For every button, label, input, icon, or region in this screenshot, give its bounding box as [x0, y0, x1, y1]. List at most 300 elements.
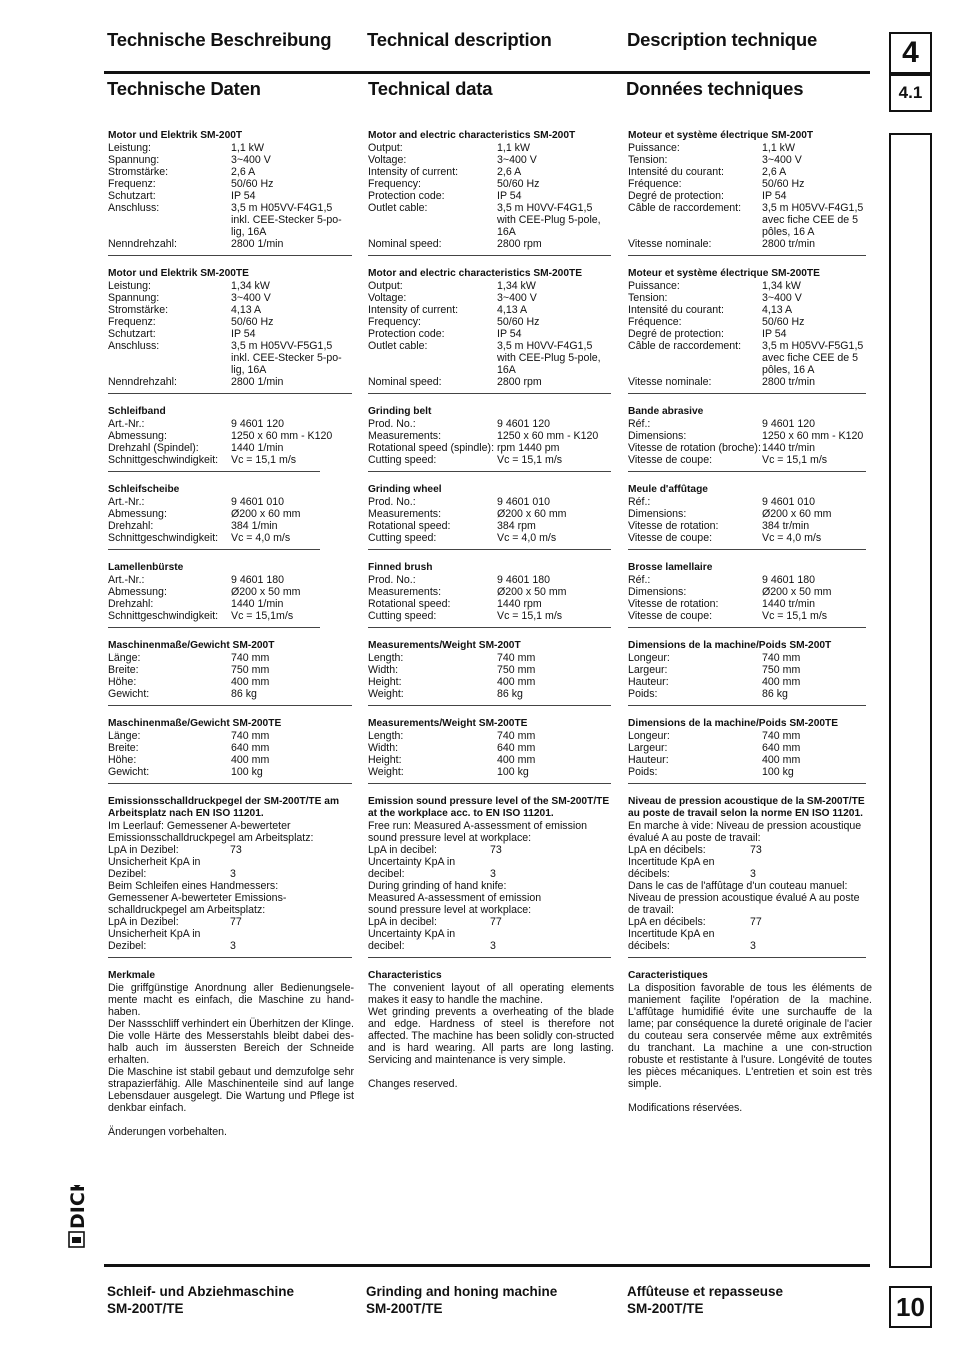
- spec-label: Poids:: [628, 688, 658, 700]
- paragraph: Wet grinding prevents a overheating of the blade and edge. Hardness of steel is therefore not affected. The machine has been solidly con-structed and is hard wearing. All parts are long lasting. Servicing and maintenance is very simple.: [368, 1006, 614, 1066]
- spec-row: [628, 730, 872, 742]
- section-divider: [108, 705, 352, 706]
- noise-label: Unsicherheit KpA in: [108, 928, 201, 940]
- section-divider: [368, 705, 611, 706]
- spec-value: 1440 tr/min: [762, 598, 815, 610]
- spec-label: Hauteur:: [628, 754, 669, 766]
- spec-value: 3~400 V: [497, 292, 537, 304]
- spec-value: 2800 rpm: [497, 376, 542, 388]
- noise-line: [368, 940, 614, 952]
- spec-row: [108, 190, 354, 202]
- spec-row: [368, 688, 614, 700]
- spec-label: Schutzart:: [108, 328, 156, 340]
- chapter-number: 4: [902, 36, 919, 69]
- spec-value: 86 kg: [231, 688, 257, 700]
- noise-label: Incertitude KpA en: [628, 856, 715, 868]
- spec-value: 384 1/min: [231, 520, 278, 532]
- spec-label: Spannung:: [108, 154, 160, 166]
- spec-row: [368, 340, 614, 376]
- spec-label: Réf.:: [628, 418, 651, 430]
- spec-row: [628, 418, 872, 430]
- footer-rule: [104, 1264, 870, 1267]
- spec-label: Tension:: [628, 292, 668, 304]
- spec-value: 640 mm: [497, 742, 536, 754]
- spec-row: [628, 442, 872, 454]
- spec-value: 384 rpm: [497, 520, 536, 532]
- spec-value: 400 mm: [762, 676, 801, 688]
- spec-label: Height:: [368, 754, 402, 766]
- spec-label: Cutting speed:: [368, 454, 437, 466]
- noise-label: de travail:: [628, 904, 674, 916]
- spec-row: [628, 652, 872, 664]
- spec-label: Longeur:: [628, 652, 670, 664]
- spec-label: Dimensions:: [628, 508, 687, 520]
- paragraph: Die Maschine ist stabil gebaut und demzufolge sehr strapazierfähig. Alle Maschinenteile sind auf lange Lebensdauer ausgelegt. Die Wartung und Pflege ist denkbar einfach.: [108, 1066, 354, 1114]
- spec-label: Largeur:: [628, 742, 668, 754]
- spec-value: 9 4601 120: [231, 418, 285, 430]
- spec-row: [368, 178, 614, 190]
- noise-line: [108, 868, 354, 880]
- header-title-fr: Description technique: [627, 29, 818, 50]
- spec-label: Nominal speed:: [368, 238, 442, 250]
- spec-row: [108, 292, 354, 304]
- spec-label: Vitesse de rotation:: [628, 520, 719, 532]
- spec-value: Ø200 x 60 mm: [497, 508, 567, 520]
- noise-value: 3: [750, 868, 756, 880]
- section-tab: [889, 74, 932, 112]
- spec-label: Frequency:: [368, 316, 421, 328]
- spec-value: 740 mm: [231, 730, 270, 742]
- spec-label: Schnittgeschwindigkeit:: [108, 610, 219, 622]
- noise-label: schalldruckpegel am Arbeitsplatz:: [108, 904, 266, 916]
- spec-value: 1440 1/min: [231, 598, 284, 610]
- spec-label: Fréquence:: [628, 316, 682, 328]
- spec-label: Puissance:: [628, 280, 680, 292]
- spec-row: [108, 178, 354, 190]
- spec-value: 1,1 kW: [231, 142, 264, 154]
- noise-label: decibel:: [368, 940, 405, 952]
- noise-line: [628, 856, 872, 868]
- spec-value: 3,5 m H05VV-F5G1,5 inkl. CEE-Stecker 5-po-lig, 16A: [231, 340, 342, 376]
- spec-label: Leistung:: [108, 280, 151, 292]
- section-title: Bande abrasive: [628, 406, 704, 417]
- spec-row: [628, 430, 872, 442]
- footer-de-line2: SM-200T/TE: [107, 1301, 184, 1316]
- spec-label: Art.-Nr.:: [108, 418, 145, 430]
- spec-value: 640 mm: [762, 742, 801, 754]
- noise-line: [108, 892, 354, 904]
- spec-row: [368, 418, 614, 430]
- spec-value: IP 54: [231, 190, 256, 202]
- section-divider: [628, 957, 866, 958]
- spec-row: [368, 652, 614, 664]
- noise-label: Free run: Measured A-assessment of emission: [368, 820, 588, 832]
- spec-label: Outlet cable:: [368, 202, 428, 214]
- spec-label: Cutting speed:: [368, 532, 437, 544]
- spec-row: [108, 508, 354, 520]
- noise-label: Incertitude KpA en: [628, 928, 715, 940]
- noise-label: Uncertainty KpA in: [368, 856, 456, 868]
- paragraph: Die griffgünstige Anordnung aller Bedienungsele-mente macht es einfach, die Maschine zu hand-haben.: [108, 982, 354, 1018]
- section-title: Caracteristiques: [628, 970, 708, 981]
- spec-label: Intensité du courant:: [628, 166, 724, 178]
- spec-row: [108, 430, 354, 442]
- spec-row: [108, 166, 354, 178]
- note-text: Änderungen vorbehalten.: [108, 1126, 227, 1138]
- section-dims1: [628, 640, 872, 700]
- spec-label: Frequency:: [368, 178, 421, 190]
- spec-value: IP 54: [497, 190, 522, 202]
- spec-value: Ø200 x 60 mm: [762, 508, 832, 520]
- spec-row: [108, 688, 354, 700]
- noise-label: decibel:: [368, 868, 405, 880]
- spec-row: [628, 316, 872, 328]
- section-belt: [108, 406, 354, 466]
- chapter-tab: [889, 32, 932, 74]
- column-german: [108, 130, 354, 1138]
- spec-label: Prod. No.:: [368, 418, 416, 430]
- noise-line: [108, 820, 354, 832]
- column-french: [628, 130, 872, 1114]
- spec-label: Schnittgeschwindigkeit:: [108, 454, 219, 466]
- noise-line: [628, 928, 872, 940]
- section-title: Grinding wheel: [368, 484, 442, 495]
- noise-line: [108, 880, 354, 892]
- footer-de-line1: Schleif- und Abziehmaschine: [107, 1284, 295, 1299]
- spec-row: [108, 316, 354, 328]
- noise-line: [628, 880, 872, 892]
- spec-row: [628, 166, 872, 178]
- spec-label: Drehzahl:: [108, 598, 154, 610]
- noise-label: Dans le cas de l'affûtage d'un couteau manuel:: [628, 880, 848, 892]
- spec-label: Vitesse de rotation (broche):: [628, 442, 761, 454]
- section-divider: [368, 393, 611, 394]
- spec-label: Dimensions:: [628, 586, 687, 598]
- spec-row: [628, 178, 872, 190]
- spec-row: [628, 742, 872, 754]
- note-text: Changes reserved.: [368, 1078, 458, 1090]
- spec-value: 740 mm: [762, 652, 801, 664]
- spec-label: Hauteur:: [628, 676, 669, 688]
- spec-value: Vc = 15,1 m/s: [762, 454, 828, 466]
- header-title-de: Technische Beschreibung: [107, 29, 332, 50]
- spec-value: rpm 1440 pm: [497, 442, 560, 454]
- spec-label: Largeur:: [628, 664, 668, 676]
- paragraph: La disposition favorable de tous les éléments de maniement façilite l'opération de la machine. L'affûtage humidifié évite une surchauffe de la lame; par conséquence la dureté originale de l'acier du couteau sera conservée même aux extrêmités du tranchant. La machine a une con-struction robuste et restistante à l'usure. Longévité de toutes les pièces mécaniques. L'entretien et soin est très simple.: [628, 982, 872, 1090]
- noise-label: LpA en décibels:: [628, 916, 706, 928]
- spec-row: [108, 574, 354, 586]
- noise-label: Gemessener A-bewerteter Emissions-: [108, 892, 287, 904]
- section-number: 4.1: [898, 83, 923, 102]
- spec-value: 2800 rpm: [497, 238, 542, 250]
- noise-label: Emissionsschalldruckpegel am Arbeitsplatz:: [108, 832, 314, 844]
- section-title: Brosse lamellaire: [628, 562, 713, 573]
- spec-value: 2,6 A: [231, 166, 256, 178]
- section-title: Finned brush: [368, 562, 433, 573]
- spec-value: 9 4601 120: [497, 418, 551, 430]
- spec-row: [108, 442, 354, 454]
- spec-label: Longeur:: [628, 730, 670, 742]
- spec-label: Protection code:: [368, 328, 445, 340]
- spec-label: Rotational speed:: [368, 520, 451, 532]
- spec-row: [368, 316, 614, 328]
- spec-row: [368, 292, 614, 304]
- spec-value: 100 kg: [762, 766, 794, 778]
- section-divider: [628, 471, 866, 472]
- noise-line: [628, 892, 872, 904]
- spec-row: [628, 280, 872, 292]
- spec-row: [628, 520, 872, 532]
- spec-value: 1,34 kW: [762, 280, 801, 292]
- spec-label: Câble de raccordement:: [628, 202, 742, 214]
- spec-label: Schutzart:: [108, 190, 156, 202]
- spec-label: Abmessung:: [108, 508, 167, 520]
- spec-row: [368, 574, 614, 586]
- section-title: Niveau de pression acoustique de la SM-200T/TE au poste de travail selon la norme EN ISO 11201.: [628, 796, 865, 819]
- spec-value: 4,13 A: [497, 304, 528, 316]
- section-title: Maschinenmaße/Gewicht SM-200T: [108, 640, 275, 651]
- spec-label: Stromstärke:: [108, 304, 169, 316]
- spec-row: [368, 430, 614, 442]
- section-divider: [108, 549, 320, 550]
- spec-label: Intensity of current:: [368, 304, 459, 316]
- noise-line: [368, 928, 614, 940]
- noise-label: Dezibel:: [108, 940, 147, 952]
- spec-row: [628, 676, 872, 688]
- spec-value: IP 54: [762, 190, 787, 202]
- section-features: [108, 970, 354, 1138]
- spec-value: 3~400 V: [762, 292, 802, 304]
- side-frame: [889, 133, 932, 1268]
- spec-row: [108, 340, 354, 376]
- spec-value: Vc = 15,1m/s: [231, 610, 294, 622]
- section-dims2: [108, 718, 354, 778]
- spec-label: Weight:: [368, 688, 404, 700]
- spec-value: 1250 x 60 mm - K120: [762, 430, 864, 442]
- spec-row: [628, 340, 872, 376]
- section-motor2: [368, 268, 614, 388]
- header-subtitle-en: Technical data: [368, 78, 493, 99]
- spec-row: [108, 328, 354, 340]
- noise-value: 77: [750, 916, 762, 928]
- section-dims1: [368, 640, 614, 700]
- footer-en-line1: Grinding and honing machine: [366, 1284, 558, 1299]
- section-title: Motor und Elektrik SM-200T: [108, 130, 243, 141]
- spec-row: [368, 508, 614, 520]
- noise-line: [368, 844, 614, 856]
- section-wheel: [108, 484, 354, 544]
- spec-value: 3~400 V: [231, 154, 271, 166]
- footer-en-line2: SM-200T/TE: [366, 1301, 443, 1316]
- spec-value: 86 kg: [497, 688, 523, 700]
- spec-row: [108, 730, 354, 742]
- spec-value: Vc = 15,1 m/s: [762, 610, 828, 622]
- spec-label: Prod. No.:: [368, 496, 416, 508]
- section-title: Characteristics: [368, 970, 442, 981]
- spec-row: [628, 190, 872, 202]
- section-noise: [628, 796, 872, 952]
- spec-label: Vitesse de coupe:: [628, 610, 713, 622]
- noise-value: 73: [750, 844, 762, 856]
- section-divider: [628, 255, 866, 256]
- spec-row: [628, 610, 872, 622]
- paragraph: Der Nassschliff verhindert ein Überhitzen der Klinge. Die volle Härte des Messerstahls bleibt dabei des-halb auch im äussersten Bereich der Schneide erhalten.: [108, 1018, 354, 1066]
- spec-label: Degré de protection:: [628, 328, 724, 340]
- spec-row: [108, 280, 354, 292]
- spec-label: Height:: [368, 676, 402, 688]
- spec-row: [368, 664, 614, 676]
- page-number-box: [889, 1286, 932, 1328]
- spec-row: [628, 664, 872, 676]
- spec-value: 1,1 kW: [762, 142, 795, 154]
- spec-label: Intensité du courant:: [628, 304, 724, 316]
- spec-label: Measurements:: [368, 586, 442, 598]
- spec-label: Measurements:: [368, 430, 442, 442]
- spec-value: 2,6 A: [497, 166, 522, 178]
- section-divider: [368, 549, 611, 550]
- spec-label: Frequenz:: [108, 316, 156, 328]
- spec-label: Réf.:: [628, 574, 651, 586]
- noise-value: 77: [230, 916, 242, 928]
- spec-value: 740 mm: [497, 652, 536, 664]
- section-belt: [628, 406, 872, 466]
- noise-label: LpA in Dezibel:: [108, 844, 179, 856]
- spec-row: [628, 496, 872, 508]
- spec-label: Abmessung:: [108, 586, 167, 598]
- spec-value: 50/60 Hz: [497, 316, 540, 328]
- spec-row: [628, 154, 872, 166]
- section-title: Lamellenbürste: [108, 562, 184, 573]
- noise-label: Dezibel:: [108, 868, 147, 880]
- spec-label: Prod. No.:: [368, 574, 416, 586]
- section-divider: [108, 393, 352, 394]
- section-divider: [628, 393, 866, 394]
- spec-label: Vitesse nominale:: [628, 238, 712, 250]
- noise-label: décibels:: [628, 940, 670, 952]
- spec-label: Frequenz:: [108, 178, 156, 190]
- section-title: Dimensions de la machine/Poids SM-200T: [628, 640, 832, 651]
- section-title: Schleifband: [108, 406, 166, 417]
- section-title: Merkmale: [108, 970, 156, 981]
- spec-label: Dimensions:: [628, 430, 687, 442]
- section-divider: [628, 783, 866, 784]
- section-title: Schleifscheibe: [108, 484, 180, 495]
- noise-label: Measured A-assessment of emission: [368, 892, 542, 904]
- spec-row: [368, 328, 614, 340]
- noise-line: [628, 832, 872, 844]
- spec-value: 400 mm: [762, 754, 801, 766]
- spec-label: Breite:: [108, 664, 139, 676]
- section-noise: [368, 796, 614, 952]
- spec-row: [108, 766, 354, 778]
- spec-value: 750 mm: [231, 664, 270, 676]
- noise-label: LpA in Dezibel:: [108, 916, 179, 928]
- spec-row: [368, 202, 614, 238]
- section-divider: [628, 705, 866, 706]
- spec-row: [368, 754, 614, 766]
- section-title: Maschinenmaße/Gewicht SM-200TE: [108, 718, 282, 729]
- spec-value: 100 kg: [231, 766, 263, 778]
- spec-label: Measurements:: [368, 508, 442, 520]
- spec-label: Drehzahl:: [108, 520, 154, 532]
- spec-label: Degré de protection:: [628, 190, 724, 202]
- spec-row: [108, 202, 354, 238]
- section-divider: [628, 627, 866, 628]
- spec-label: Nominal speed:: [368, 376, 442, 388]
- spec-value: 1250 x 60 mm - K120: [231, 430, 333, 442]
- spec-row: [368, 304, 614, 316]
- spec-value: Ø200 x 50 mm: [231, 586, 301, 598]
- spec-row: [368, 376, 614, 388]
- spec-value: 740 mm: [231, 652, 270, 664]
- spec-label: Rotational speed:: [368, 598, 451, 610]
- spec-row: [628, 754, 872, 766]
- section-motor1: [628, 130, 872, 250]
- section-title: Moteur et système électrique SM-200T: [628, 130, 814, 141]
- spec-label: Câble de raccordement:: [628, 340, 742, 352]
- spec-value: IP 54: [497, 328, 522, 340]
- section-divider: [368, 471, 611, 472]
- noise-line: [108, 904, 354, 916]
- section-motor1: [368, 130, 614, 250]
- spec-value: Ø200 x 50 mm: [762, 586, 832, 598]
- spec-value: 2800 tr/min: [762, 238, 815, 250]
- section-divider: [108, 255, 352, 256]
- spec-label: Vitesse nominale:: [628, 376, 712, 388]
- noise-label: évalué A au poste de travail:: [628, 832, 761, 844]
- section-title: Moteur et système électrique SM-200TE: [628, 268, 820, 279]
- noise-line: [108, 940, 354, 952]
- section-title: Measurements/Weight SM-200TE: [368, 718, 528, 729]
- spec-label: Leistung:: [108, 142, 151, 154]
- spec-row: [628, 376, 872, 388]
- footer-de: [107, 1283, 294, 1317]
- spec-value: 1,34 kW: [497, 280, 536, 292]
- noise-label: Uncertainty KpA in: [368, 928, 456, 940]
- noise-label: sound pressure level at workplace:: [368, 904, 532, 916]
- spec-row: [368, 154, 614, 166]
- spec-label: Drehzahl (Spindel):: [108, 442, 199, 454]
- noise-label: LpA in decibel:: [368, 916, 437, 928]
- noise-line: [628, 820, 872, 832]
- spec-row: [368, 598, 614, 610]
- footer-fr-line1: Affûteuse et repasseuse: [627, 1284, 784, 1299]
- spec-row: [628, 598, 872, 610]
- noise-line: [628, 868, 872, 880]
- section-wheel: [628, 484, 872, 544]
- dick-logo: [66, 1185, 90, 1249]
- noise-line: [628, 904, 872, 916]
- spec-value: 2800 1/min: [231, 376, 284, 388]
- spec-value: 50/60 Hz: [231, 178, 274, 190]
- spec-value: 400 mm: [497, 754, 536, 766]
- noise-line: [368, 856, 614, 868]
- noise-line: [108, 844, 354, 856]
- spec-value: 3~400 V: [762, 154, 802, 166]
- spec-label: Art.-Nr.:: [108, 574, 145, 586]
- noise-line: [368, 904, 614, 916]
- noise-value: 73: [230, 844, 242, 856]
- section-brush: [628, 562, 872, 622]
- spec-row: [108, 664, 354, 676]
- spec-value: 9 4601 010: [231, 496, 285, 508]
- spec-value: IP 54: [762, 328, 787, 340]
- spec-value: 640 mm: [231, 742, 270, 754]
- spec-label: Vitesse de rotation:: [628, 598, 719, 610]
- noise-label: LpA in decibel:: [368, 844, 437, 856]
- spec-value: Vc = 4,0 m/s: [231, 532, 291, 544]
- spec-label: Width:: [368, 664, 399, 676]
